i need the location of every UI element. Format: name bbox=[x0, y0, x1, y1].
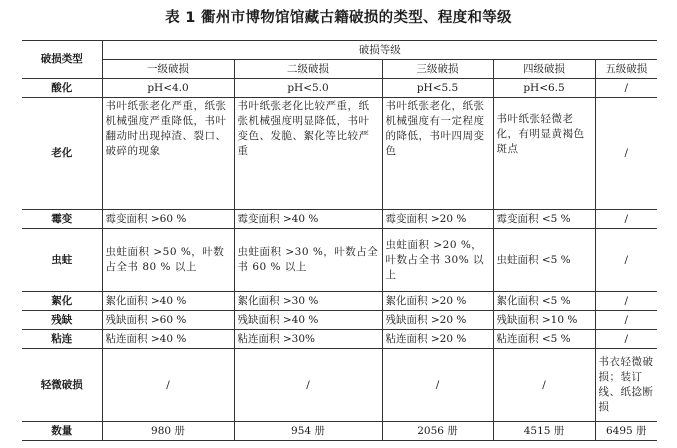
table-caption: 表 1 衢州市博物馆馆藏古籍破损的类型、程度和等级 bbox=[165, 10, 512, 26]
row-label-adhesion: 粘连 bbox=[22, 330, 102, 349]
header-level-4: 四级破损 bbox=[493, 60, 595, 79]
row-label-minor-damage: 轻微破损 bbox=[22, 349, 102, 422]
row-label-quantity: 数量 bbox=[22, 422, 102, 441]
header-level-5: 五级破损 bbox=[595, 60, 657, 79]
table-row bbox=[22, 210, 657, 229]
table-row bbox=[22, 229, 657, 292]
cell-minor-level-5: 书衣轻微破损；装订线、纸捻断损 bbox=[595, 349, 657, 422]
cell-mold-level-5: / bbox=[595, 210, 657, 229]
cell-missing-level-5: / bbox=[595, 311, 657, 330]
cell-acid-level-4: pH<6.5 bbox=[493, 79, 595, 98]
cell-flocc-level-3: 絮化面积 >20 % bbox=[382, 292, 493, 311]
cell-mold-level-1: 霉变面积 >60 % bbox=[102, 210, 234, 229]
row-label-wormhole: 虫蛀 bbox=[22, 229, 102, 292]
cell-minor-level-4: / bbox=[493, 349, 595, 422]
cell-minor-level-1: / bbox=[102, 349, 234, 422]
row-label-missing: 残缺 bbox=[22, 311, 102, 330]
header-level-2: 二级破损 bbox=[234, 60, 382, 79]
table-row bbox=[22, 79, 657, 98]
cell-worm-level-3: 虫蛀面积 >20 %，叶数占全书 30% 以上 bbox=[382, 229, 493, 292]
row-label-mold: 霉变 bbox=[22, 210, 102, 229]
cell-worm-level-2: 虫蛀面积 >30 %，叶数占全书 60 % 以上 bbox=[234, 229, 382, 292]
cell-aging-level-4: 书叶纸张轻微老化，有明显黄褐色斑点 bbox=[493, 98, 595, 210]
cell-qty-level-3: 2056 册 bbox=[382, 422, 493, 441]
header-row-levels bbox=[22, 60, 657, 79]
cell-minor-level-2: / bbox=[234, 349, 382, 422]
header-row-group bbox=[22, 41, 657, 60]
cell-qty-level-5: 6495 册 bbox=[595, 422, 657, 441]
cell-acid-level-3: pH<5.5 bbox=[382, 79, 493, 98]
header-damage-type: 破损类型 bbox=[22, 41, 102, 79]
cell-missing-level-1: 残缺面积 >60 % bbox=[102, 311, 234, 330]
header-level-1: 一级破损 bbox=[102, 60, 234, 79]
cell-adhesion-level-4: 粘连面积 <5 % bbox=[493, 330, 595, 349]
row-label-acidification: 酸化 bbox=[22, 79, 102, 98]
cell-qty-level-2: 954 册 bbox=[234, 422, 382, 441]
cell-worm-level-1: 虫蛀面积 >50 %，叶数占全书 80 % 以上 bbox=[102, 229, 234, 292]
row-label-aging: 老化 bbox=[22, 98, 102, 210]
table-row bbox=[22, 98, 657, 210]
cell-aging-level-2: 书叶纸张老化比较严重，纸张机械强度明显降低，书叶变色、发脆、絮化等比较严重 bbox=[234, 98, 382, 210]
damage-grade-table bbox=[22, 40, 657, 441]
cell-mold-level-2: 霉变面积 >40 % bbox=[234, 210, 382, 229]
table-row bbox=[22, 330, 657, 349]
header-level-3: 三级破损 bbox=[382, 60, 493, 79]
cell-missing-level-2: 残缺面积 >40 % bbox=[234, 311, 382, 330]
cell-mold-level-3: 霉变面积 >20 % bbox=[382, 210, 493, 229]
cell-missing-level-3: 残缺面积 >20 % bbox=[382, 311, 493, 330]
cell-aging-level-5: / bbox=[595, 98, 657, 210]
table-row bbox=[22, 349, 657, 422]
cell-acid-level-2: pH<5.0 bbox=[234, 79, 382, 98]
cell-worm-level-5: / bbox=[595, 229, 657, 292]
cell-acid-level-5: / bbox=[595, 79, 657, 98]
cell-worm-level-4: 虫蛀面积 <5 % bbox=[493, 229, 595, 292]
header-damage-level: 破损等级 bbox=[102, 41, 657, 60]
table-row bbox=[22, 311, 657, 330]
cell-qty-level-1: 980 册 bbox=[102, 422, 234, 441]
cell-aging-level-3: 书叶纸张老化，纸张机械强度有一定程度的降低，书叶四周变色 bbox=[382, 98, 493, 210]
cell-adhesion-level-1: 粘连面积 >40 % bbox=[102, 330, 234, 349]
cell-aging-level-1: 书叶纸张老化严重，纸张机械强度严重降低，书叶翻动时出现掉渣、裂口、破碎的现象 bbox=[102, 98, 234, 210]
row-label-flocculation: 絮化 bbox=[22, 292, 102, 311]
cell-mold-level-4: 霉变面积 <5 % bbox=[493, 210, 595, 229]
cell-adhesion-level-2: 粘连面积 >30% bbox=[234, 330, 382, 349]
cell-qty-level-4: 4515 册 bbox=[493, 422, 595, 441]
cell-adhesion-level-5: / bbox=[595, 330, 657, 349]
table-row bbox=[22, 422, 657, 441]
cell-missing-level-4: 残缺面积 >10 % bbox=[493, 311, 595, 330]
cell-flocc-level-2: 絮化面积 >30 % bbox=[234, 292, 382, 311]
cell-acid-level-1: pH<4.0 bbox=[102, 79, 234, 98]
cell-flocc-level-4: 絮化面积 <5 % bbox=[493, 292, 595, 311]
table-row bbox=[22, 292, 657, 311]
cell-flocc-level-5: / bbox=[595, 292, 657, 311]
cell-flocc-level-1: 絮化面积 >40 % bbox=[102, 292, 234, 311]
cell-adhesion-level-3: 粘连面积 >20 % bbox=[382, 330, 493, 349]
cell-minor-level-3: / bbox=[382, 349, 493, 422]
